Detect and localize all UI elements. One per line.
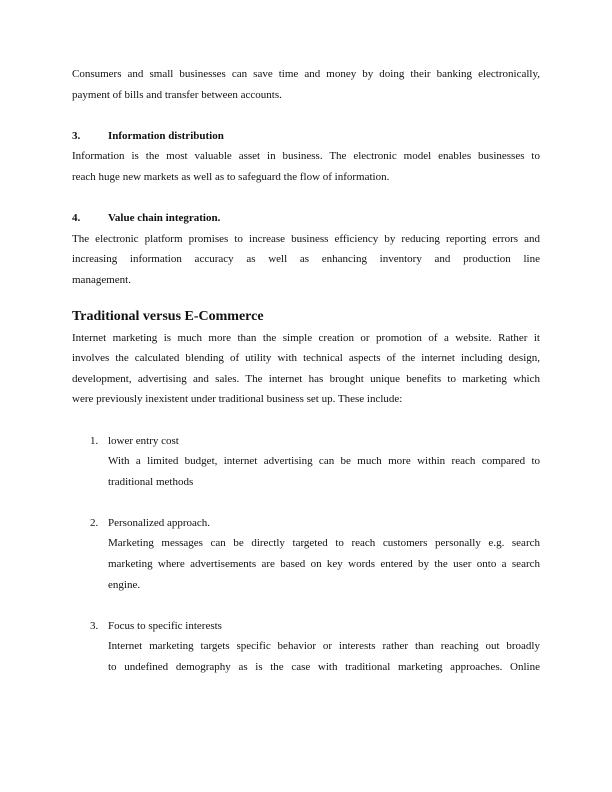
- text-line: Internet marketing is much more than the simple creation or promotion of a website. Rather it: [72, 331, 540, 344]
- text-line: increasing information accuracy as well as enhancing inventory and production line: [72, 253, 540, 266]
- list-item: [72, 431, 540, 493]
- section-heading: [72, 126, 540, 147]
- list-marker: 3.: [90, 619, 99, 632]
- section-information-distribution: [72, 126, 540, 188]
- text-line: reach huge new markets as well as to safeguard the flow of information.: [72, 170, 390, 183]
- text-line: With a limited budget, internet advertising can be much more within reach compared to: [108, 455, 540, 468]
- text-line: management.: [72, 273, 131, 286]
- section-number: 4.: [72, 212, 81, 225]
- text-line: to undefined demography as is the case with traditional marketing approaches. Online: [108, 661, 540, 674]
- text-line: were previously inexistent under traditional business set up. These include:: [72, 393, 403, 406]
- list-item: [72, 513, 540, 595]
- text-line: Marketing messages can be directly targeted to reach customers personally e.g. search: [108, 537, 540, 550]
- list-item-label: Personalized approach.: [108, 516, 211, 529]
- document-page: [72, 64, 540, 678]
- text-line: marketing where advertisements are based on key words entered by the user onto a search: [108, 558, 540, 571]
- section-title: Information distribution: [108, 129, 224, 142]
- text-line: The electronic platform promises to increase business efficiency by reducing reporting errors and: [72, 232, 540, 245]
- list-item-label: lower entry cost: [108, 434, 179, 447]
- text-line: involves the calculated blending of utility with technical aspects of the internet including design,: [72, 352, 540, 365]
- benefits-list: [72, 431, 540, 678]
- list-marker: 1.: [90, 434, 99, 447]
- section-heading: [72, 208, 540, 229]
- list-item: [72, 616, 540, 678]
- text-line: traditional methods: [108, 475, 194, 488]
- intro-paragraph: [72, 64, 540, 105]
- text-line: development, advertising and sales. The internet has brought unique benefits to marketing which: [72, 372, 540, 385]
- list-marker: 2.: [90, 516, 99, 529]
- section-title: Value chain integration.: [108, 212, 221, 225]
- text-line: payment of bills and transfer between accounts.: [72, 88, 282, 101]
- text-line: engine.: [108, 578, 141, 591]
- list-item-label: Focus to specific interests: [108, 619, 222, 632]
- section-number: 3.: [72, 129, 81, 142]
- text-line: Information is the most valuable asset in business. The electronic model enables businesses to: [72, 150, 540, 163]
- text-line: Consumers and small businesses can save time and money by doing their banking electronically,: [72, 68, 540, 80]
- text-line: Internet marketing targets specific behavior or interests rather than reaching out broadly: [108, 640, 540, 653]
- section-traditional-vs-ecommerce: [72, 306, 540, 678]
- section-value-chain-integration: [72, 208, 540, 290]
- section-heading: Traditional versus E-Commerce: [72, 308, 264, 324]
